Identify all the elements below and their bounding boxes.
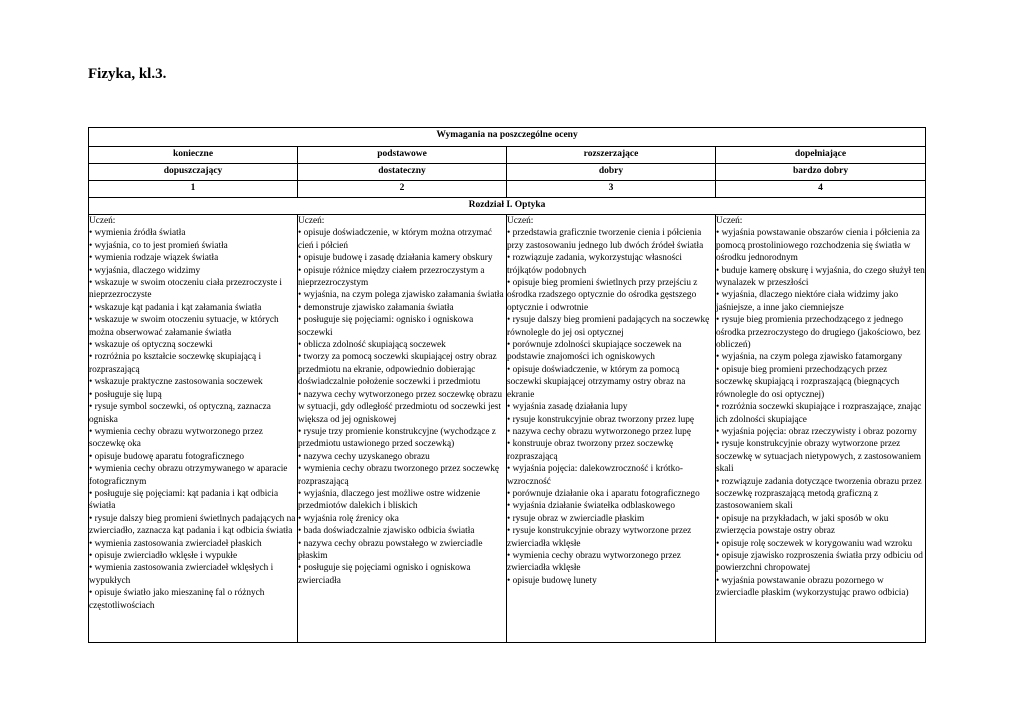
requirement-item: • rysuje konstrukcyjnie obrazy wytworzone przez soczewkę w sytuacjach nietypowych, z zastosowaniem skali — [716, 439, 921, 475]
requirement-item: • posługuje się lupą — [89, 389, 162, 400]
level-cell: konieczne — [89, 147, 298, 164]
requirement-item: • wyjaśnia działanie światełka odblaskowego — [507, 501, 675, 512]
requirement-item: • wskazuje praktyczne zastosowania soczewek — [89, 377, 263, 388]
requirement-item: • oblicza zdolność skupiającą soczewek — [298, 340, 446, 351]
requirement-item: • wymienia cechy obrazu tworzonego przez soczewkę rozpraszającą — [298, 464, 499, 487]
grade-cell: dostateczny — [298, 164, 507, 181]
requirement-item: • rysuje trzy promienie konstrukcyjne (wychodzące z przedmiotu ustawionego przed soczewką) — [298, 426, 496, 450]
requirement-item: • wskazuje w swoim otoczeniu ciała przezroczyste i nieprzezroczyste — [89, 278, 282, 301]
student-lead-label: Uczeń: — [298, 216, 325, 226]
student-lead-label: Uczeń: — [89, 216, 116, 226]
requirement-item: • posługuje się pojęciami ognisko i ogniskowa zwierciadła — [298, 563, 471, 586]
grades-row — [89, 164, 926, 181]
number-cell: 4 — [716, 181, 926, 198]
requirement-item: • nazywa cechy wytworzonego przez soczewkę obrazu w sytuacji, gdy odległość przedmiotu od soczewki jest większa od jej ogniskowej — [298, 389, 503, 425]
requirement-item: • opisuje bieg promieni świetlnych przy przejściu z ośrodka rzadszego optycznie do ośrodka gęstszego optycznie i odwrotnie — [507, 278, 698, 313]
requirement-item: • wyjaśnia rolę źrenicy oka — [298, 513, 399, 524]
requirement-item: • rozwiązuje zadania, wykorzystując własności trójkątów podobnych — [507, 253, 682, 276]
requirements-body-row — [89, 215, 926, 643]
requirement-item: • wyjaśnia, co to jest promień światła — [89, 240, 228, 251]
requirement-item: • wyjaśnia zasadę działania lupy — [507, 402, 628, 413]
requirement-item: • tworzy za pomocą soczewki skupiającej ostry obraz przedmiotu na ekranie, odpowiednio dobierając doświadczalnie położenie soczewki i przedmiotu — [298, 352, 497, 388]
requirement-item: • wymienia zastosowania zwierciadeł płaskich — [89, 538, 262, 549]
requirement-item: • wyjaśnia powstawanie obrazu pozornego w zwierciadle płaskim (wykorzystując prawo odbicia) — [716, 575, 909, 599]
requirement-item: • nazywa cechy uzyskanego obrazu — [298, 451, 430, 462]
requirement-item: • rozróżnia soczewki skupiające i rozpraszające, znając ich zdolności skupiające — [716, 402, 922, 425]
requirement-item: • porównuje działanie oka i aparatu fotograficznego — [507, 488, 700, 499]
requirement-item: • wskazuje kąt padania i kąt załamania światła — [89, 302, 262, 313]
requirements-cell — [507, 215, 716, 643]
student-lead-label: Uczeń: — [507, 216, 534, 226]
requirement-item: • wyjaśnia powstawanie obszarów cienia i półcienia za pomocą prostoliniowego rozchodzenia się światła w ośrodku jednorodnym — [716, 228, 920, 264]
requirement-item: • wymienia cechy obrazu wytworzonego przez soczewkę oka — [89, 426, 263, 450]
grade-cell: dobry — [507, 164, 716, 181]
requirement-item: • opisuje różnice między ciałem przezroczystym a nieprzezroczystym — [298, 265, 485, 289]
requirement-item: • wymienia źródła światła — [89, 228, 186, 239]
requirement-item: • nazywa cechy obrazu powstałego w zwierciadle płaskim — [298, 538, 483, 561]
levels-row — [89, 147, 926, 164]
requirement-item: • rysuje obraz w zwierciadle płaskim — [507, 513, 645, 524]
requirement-item: • rozróżnia po kształcie soczewkę skupiającą i rozpraszającą — [89, 352, 262, 375]
requirement-item: • wyjaśnia, dlaczego widzimy — [89, 265, 201, 276]
requirement-item: • porównuje zdolności skupiające soczewek na podstawie znajomości ich ogniskowych — [507, 340, 682, 363]
number-cell: 1 — [89, 181, 298, 198]
requirements-cell — [89, 215, 298, 643]
requirement-item: • opisuje zjawisko rozproszenia światła przy odbiciu od powierzchni chropowatej — [716, 550, 923, 574]
requirement-item: • wymienia rodzaje wiązek światła — [89, 253, 219, 264]
number-cell: 2 — [298, 181, 507, 198]
requirement-item: • opisuje bieg promieni przechodzących przez soczewkę skupiającą i rozpraszającą (biegnących równolegle do osi optycznej) — [716, 364, 900, 400]
section-title-cell: Rozdział I. Optyka — [89, 198, 926, 215]
requirement-item: • posługuje się pojęciami: kąt padania i kąt odbicia światła — [89, 488, 279, 512]
requirement-item: • demonstruje zjawisko załamania światła — [298, 302, 454, 313]
requirement-item: • wymienia zastosowania zwierciadeł wklęsłych i wypukłych — [89, 563, 274, 586]
requirement-item: • wymienia cechy obrazu wytworzonego przez zwierciadła wklęsłe — [507, 550, 681, 574]
requirement-item: • wskazuje oś optyczną soczewki — [89, 340, 213, 351]
section-row — [89, 198, 926, 215]
requirement-item: • opisuje budowę i zasadę działania kamery obskury — [298, 253, 493, 264]
requirement-item: • nazywa cechy obrazu wytworzonego przez lupę — [507, 426, 691, 437]
requirements-table — [88, 127, 926, 643]
grade-cell: dopuszczający — [89, 164, 298, 181]
requirement-item: • wyjaśnia, na czym polega zjawisko fatamorgany — [716, 352, 903, 363]
requirement-item: • opisuje światło jako mieszaninę fal o różnych częstotliwościach — [89, 588, 265, 611]
level-cell: rozszerzające — [507, 147, 716, 164]
requirement-item: • wyjaśnia, na czym polega zjawisko załamania światła — [298, 290, 504, 301]
grade-cell: bardzo dobry — [716, 164, 926, 181]
requirements-cell — [298, 215, 507, 643]
requirement-item: • wyjaśnia, dlaczego jest możliwe ostre widzenie przedmiotów dalekich i bliskich — [298, 488, 481, 512]
main-header-cell: Wymagania na poszczególne oceny — [89, 128, 926, 147]
requirement-item: • bada doświadczalnie zjawisko odbicia światła — [298, 526, 475, 537]
requirement-item: • opisuje zwierciadło wklęsłe i wypukłe — [89, 550, 238, 561]
requirement-item: • rysuje dalszy bieg promieni padających na soczewkę równolegle do jej osi optycznej — [507, 315, 710, 338]
numbers-row — [89, 181, 926, 198]
requirement-item: • opisuje doświadczenie, w którym za pomocą soczewki skupiającej otrzymamy ostry obraz na ekranie — [507, 364, 686, 400]
requirement-item: • opisuje na przykładach, w jaki sposób w oku zwierzęcia powstaje ostry obraz — [716, 513, 889, 537]
requirement-item: • rysuje dalszy bieg promieni świetlnych padających na zwierciadło, zaznacza kąt padania i kąt odbicia światła — [89, 513, 296, 537]
table-header-row — [89, 128, 926, 147]
level-cell: podstawowe — [298, 147, 507, 164]
requirement-item: • konstruuje obraz tworzony przez soczewkę rozpraszającą — [507, 439, 674, 462]
requirement-item: • rozwiązuje zadania dotyczące tworzenia obrazu przez soczewkę rozpraszającą metodą graficzną z zastosowaniem skali — [716, 476, 922, 512]
requirement-item: • opisuje doświadczenie, w którym można otrzymać cień i półcień — [298, 228, 493, 251]
requirement-item: • opisuje budowę aparatu fotograficznego — [89, 451, 245, 462]
requirement-item: • opisuje rolę soczewek w korygowaniu wad wzroku — [716, 538, 913, 549]
requirement-item: • posługuje się pojęciami: ognisko i ogniskowa soczewki — [298, 315, 474, 338]
requirement-item: • wyjaśnia pojęcia: dalekowzroczność i krótko-wzroczność — [507, 464, 683, 487]
requirement-item: • wymienia cechy obrazu otrzymywanego w aparacie fotograficznym — [89, 464, 288, 487]
document-title: Fizyka, kl.3. — [88, 66, 167, 82]
requirements-cell — [716, 215, 926, 643]
requirement-item: • przedstawia graficznie tworzenie cienia i półcienia przy zastosowaniu jednego lub dwóch źródeł światła — [507, 228, 704, 251]
number-cell: 3 — [507, 181, 716, 198]
student-lead-label: Uczeń: — [716, 216, 743, 226]
requirement-item: • rysuje bieg promienia przechodzącego z jednego ośrodka przezroczystego do drugiego (jakościowo, bez obliczeń) — [716, 315, 921, 351]
requirement-item: • rysuje konstrukcyjnie obrazy wytworzone przez zwierciadła wklęsłe — [507, 526, 692, 549]
requirement-item: • wyjaśnia pojęcia: obraz rzeczywisty i obraz pozorny — [716, 426, 917, 437]
requirement-item: • wyjaśnia, dlaczego niektóre ciała widzimy jako jaśniejsze, a inne jako ciemniejsze — [716, 290, 899, 313]
requirement-item: • rysuje symbol soczewki, oś optyczną, zaznacza ogniska — [89, 402, 271, 425]
requirement-item: • opisuje budowę lunety — [507, 575, 597, 586]
requirement-item: • rysuje konstrukcyjnie obraz tworzony przez lupę — [507, 414, 695, 425]
level-cell: dopełniające — [716, 147, 926, 164]
requirement-item: • buduje kamerę obskurę i wyjaśnia, do czego służył ten wynalazek w przeszłości — [716, 265, 925, 289]
requirement-item: • wskazuje w swoim otoczeniu sytuacje, w których można obserwować załamanie światła — [89, 315, 279, 338]
